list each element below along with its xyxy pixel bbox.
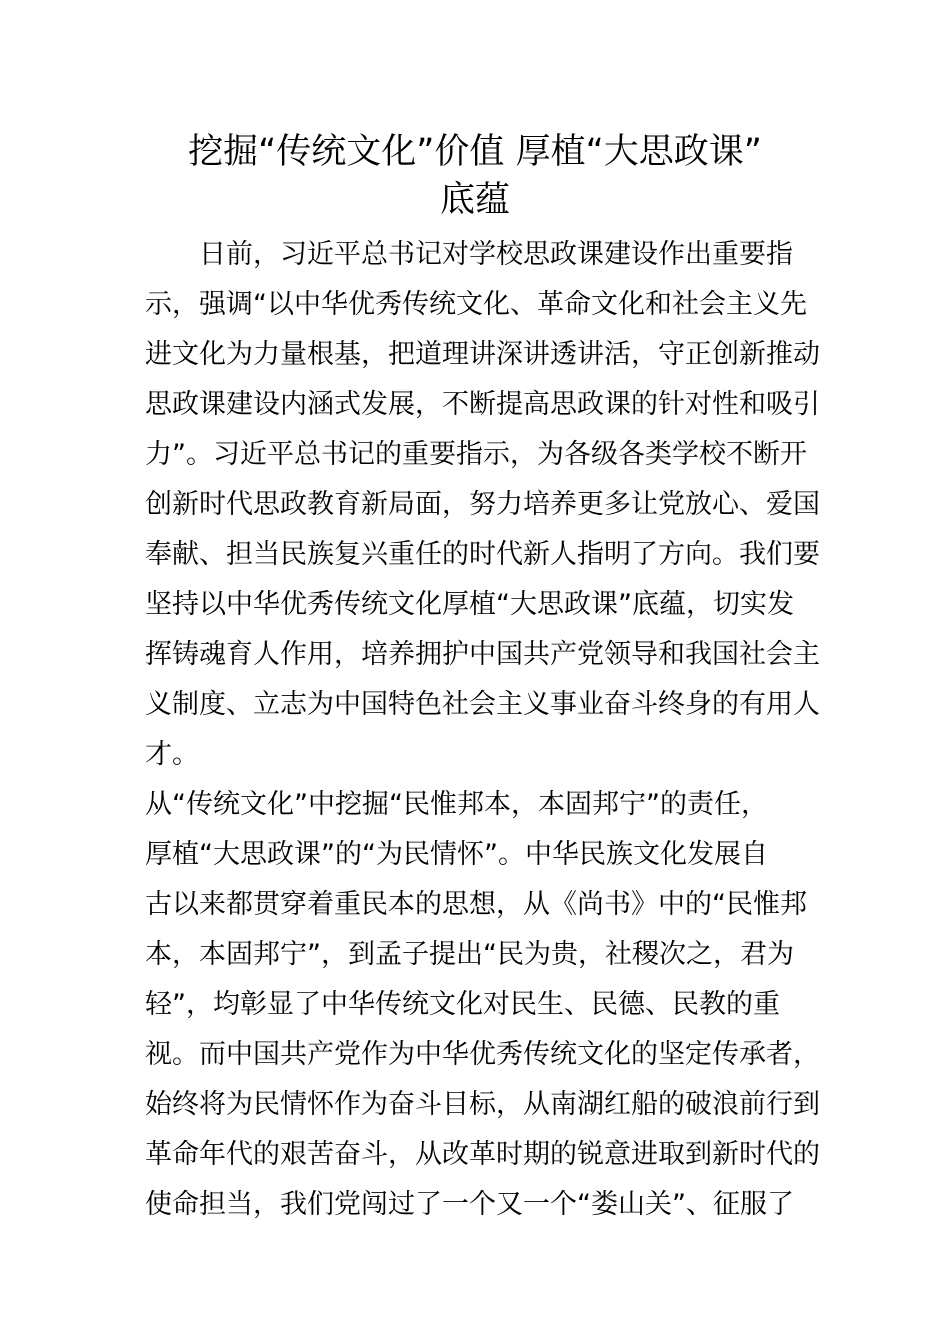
body-line: 始终将为民情怀作为奋斗目标，从南湖红船的破浪前行到 [145, 1089, 820, 1120]
body-line: 奉献、担当民族复兴重任的时代新人指明了方向。我们要 [145, 539, 820, 570]
title-line: 挖掘“传统文化”价值 厚植“大思政课” [188, 132, 762, 172]
body-line: 挥铸魂育人作用，培养拥护中国共产党领导和我国社会主 [145, 639, 820, 670]
body-line: 义制度、立志为中国特色社会主义事业奋斗终身的有用人 [145, 689, 820, 720]
body-line: 使命担当，我们党闯过了一个又一个“娄山关”、征服了 [145, 1189, 794, 1220]
body-line: 坚持以中华优秀传统文化厚植“大思政课”底蕴，切实发 [145, 589, 794, 620]
body-line: 日前，习近平总书记对学校思政课建设作出重要指 [145, 239, 793, 270]
body-line: 力”。习近平总书记的重要指示，为各级各类学校不断开 [145, 439, 807, 470]
document-title [140, 128, 810, 224]
body-line: 从“传统文化”中挖掘“民惟邦本，本固邦宁”的责任， [145, 789, 768, 820]
body-line: 思政课建设内涵式发展，不断提高思政课的针对性和吸引 [145, 389, 820, 420]
body-line: 示，强调“以中华优秀传统文化、革命文化和社会主义先 [145, 289, 807, 320]
body-line: 厚植“大思政课”的“为民情怀”。中华民族文化发展自 [145, 839, 768, 870]
body-line: 轻”，均彰显了中华传统文化对民生、民德、民教的重 [145, 989, 780, 1020]
body-line: 古以来都贯穿着重民本的思想，从《尚书》中的“民惟邦 [145, 889, 807, 920]
document-body [145, 230, 820, 1230]
body-line: 才。 [145, 739, 199, 770]
body-line: 进文化为力量根基，把道理讲深讲透讲活，守正创新推动 [145, 339, 820, 370]
title-line: 底蕴 [439, 180, 510, 220]
body-line: 革命年代的艰苦奋斗，从改革时期的锐意进取到新时代的 [145, 1139, 820, 1170]
body-line: 创新时代思政教育新局面，努力培养更多让党放心、爱国 [145, 489, 820, 520]
body-line: 视。而中国共产党作为中华优秀传统文化的坚定传承者， [145, 1039, 820, 1070]
body-line: 本，本固邦宁”，到孟子提出“民为贵，社稷次之，君为 [145, 939, 794, 970]
